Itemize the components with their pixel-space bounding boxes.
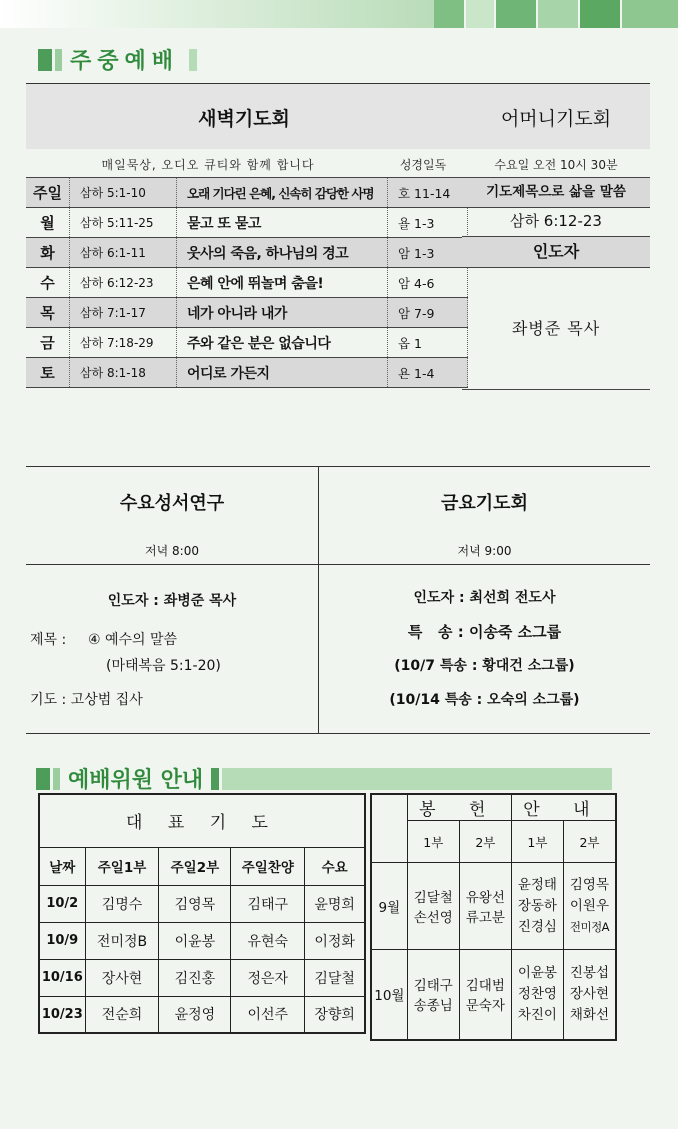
bible-cell: 암 7-9 [388,298,468,328]
table-row [26,268,468,298]
header-date: 날짜 [39,847,85,885]
header-wed: 수요 [305,847,365,885]
rep-prayer-table [38,793,366,1034]
leader-name: 좌병준 목사 [462,268,650,390]
offering-heading: 봉 헌 [407,794,511,821]
day-cell: 목 [26,298,70,328]
ref-cell: 삼하 6:1-11 [70,238,177,268]
month-header-blank [371,794,407,863]
guide-1bu: 1부 [511,821,563,863]
name-line: 전미정A [569,919,610,934]
guide-2bu: 2부 [563,821,616,863]
bible-cell: 호 11-14 [388,178,468,208]
name-line: 손선영 [413,910,453,926]
guide-1bu-cell [511,863,563,950]
name-cell: 유현숙 [231,922,305,959]
ref-cell: 삼하 5:11-25 [70,208,177,238]
bible-cell: 암 1-3 [388,238,468,268]
name-cell: 이정화 [305,922,365,959]
title-cell: 묻고 또 묻고 [177,208,388,238]
name-cell: 윤정영 [159,996,231,1033]
title-cell: 어디로 가든지 [177,358,388,388]
date-cell: 10/9 [39,922,85,959]
name-line: 정찬영 [517,985,557,1002]
leader-label: 인도자 [462,237,650,268]
table-row [26,298,468,328]
table-row [371,821,616,863]
table-row [26,328,468,358]
day-cell: 월 [26,208,70,238]
wed-study-title: 수요성서연구 [119,493,225,514]
offering-1bu: 1부 [407,821,459,863]
name-line: 장동하 [517,897,557,914]
name-line: 이원우 [569,897,610,914]
name-line: 장사현 [569,985,610,1002]
top-decorative-bar [0,0,678,28]
committee-title-text: 예배위원 안내 [68,768,204,793]
name-cell: 장사현 [85,959,159,996]
offering-1bu-cell [407,863,459,950]
header-sun1: 주일1부 [85,847,159,885]
table-row [39,794,365,847]
bible-cell: 욜 1-3 [388,208,468,238]
day-cell: 화 [26,238,70,268]
wed-study-time: 저녁 8:00 [145,544,199,558]
offering-2bu-cell [459,950,511,1040]
fri-special: 특 송 : 이송죽 소그룹 [407,623,562,641]
name-cell: 김태구 [231,885,305,922]
fri-leader: 인도자 : 최선희 전도사 [413,590,556,606]
devotion-note: 매일묵상, 오디오 큐티와 함께 합니다 [101,158,315,172]
name-cell: 전순희 [85,996,159,1033]
table-row [26,358,468,388]
name-line: 송종님 [413,998,453,1015]
table-row [39,847,365,885]
bible-reading-label: 성경일독 [399,158,447,172]
table-row [371,863,616,950]
title-cell: 오래 기다린 은혜, 신속히 감당한 사명 [177,178,388,208]
name-line: 이윤봉 [517,964,557,981]
weekly-section-title [38,44,197,75]
bible-cell: 암 4-6 [388,268,468,298]
table-row [26,208,468,238]
name-line: 차진이 [517,1006,557,1023]
mothers-ref: 삼하 6:12-23 [462,207,650,237]
offering-2bu-cell [459,863,511,950]
table-row [39,959,365,996]
day-cell: 수 [26,268,70,298]
name-cell: 이윤봉 [159,922,231,959]
name-cell: 장향희 [305,996,365,1033]
ref-cell: 삼하 5:1-10 [70,178,177,208]
offering-1bu-cell [407,950,459,1040]
bible-cell: 욘 1-4 [388,358,468,388]
guide-2bu-cell [563,863,616,950]
name-line: 윤정태 [517,876,557,893]
table-row [26,238,468,268]
fri-prayer-time: 저녁 9:00 [457,544,512,558]
name-line: 김태구 [413,978,453,995]
mothers-prayer-heading: 어머니기도회 [500,108,612,130]
name-cell: 이선주 [231,996,305,1033]
header-praise: 주일찬양 [231,847,305,885]
title-cell: 주와 같은 분은 없습니다 [177,328,388,358]
title-cell: 은혜 안에 뛰놀며 춤을! [177,268,388,298]
name-line: 진봉섭 [569,964,610,981]
name-line: 김달철 [413,890,453,906]
name-line: 김대범 [465,978,505,995]
table-row [371,950,616,1040]
rep-prayer-heading: 대 표 기 도 [39,794,365,847]
wed-topic: ④ 예수의 말씀 [88,632,178,648]
offering-guide-table [370,793,617,1041]
guide-heading: 안 내 [511,794,616,821]
title-cell: 네가 아니라 내가 [177,298,388,328]
fri-special-1014: (10/14 특송 : 오숙의 소그룹) [389,692,580,708]
dawn-prayer-heading: 새벽기도회 [198,108,290,130]
bible-cell: 옵 1 [388,328,468,358]
date-cell: 10/2 [39,885,85,922]
name-line: 류고분 [465,910,505,926]
table-row [39,922,365,959]
ref-cell: 삼하 8:1-18 [70,358,177,388]
guide-1bu-cell [511,950,563,1040]
table-row [39,996,365,1033]
weekly-title-text: 주중예배 [70,49,180,74]
month-cell: 9월 [371,863,407,950]
name-line: 진경심 [517,918,557,935]
wed-study-leader: 인도자 : 좌병준 목사 [107,593,237,609]
wed-topic-ref: (마태복음 5:1-20) [106,658,221,674]
wed-prayer: 기도 : 고상범 집사 [30,692,143,708]
day-cell: 주일 [26,178,70,208]
title-cell: 웃사의 죽음, 하나님의 경고 [177,238,388,268]
month-cell: 10월 [371,950,407,1040]
name-cell: 정은자 [231,959,305,996]
weekly-schedule-table [26,177,468,388]
name-cell: 김진홍 [159,959,231,996]
fri-special-1007: (10/7 특송 : 황대건 소그룹) [394,658,575,674]
name-line: 김영목 [569,876,610,893]
ref-cell: 삼하 7:1-17 [70,298,177,328]
header-sun2: 주일2부 [159,847,231,885]
mothers-topic: 기도제목으로 삶을 말씀 [462,177,650,208]
guide-2bu-cell [563,950,616,1040]
date-cell: 10/23 [39,996,85,1033]
day-cell: 금 [26,328,70,358]
mothers-time: 수요일 오전 10시 30분 [494,158,618,172]
name-line: 유왕선 [465,890,505,906]
offering-2bu: 2부 [459,821,511,863]
name-cell: 윤명희 [305,885,365,922]
name-line: 채화선 [569,1006,610,1023]
table-row [26,178,468,208]
table-row [39,885,365,922]
name-line: 문숙자 [465,998,505,1015]
name-cell: 전미정B [85,922,159,959]
ref-cell: 삼하 6:12-23 [70,268,177,298]
midweek-services-box [26,466,650,734]
committee-section-title [36,763,612,794]
wed-topic-label: 제목 : [30,632,67,648]
name-cell: 김명수 [85,885,159,922]
fri-prayer-title: 금요기도회 [441,493,528,514]
date-cell: 10/16 [39,959,85,996]
ref-cell: 삼하 7:18-29 [70,328,177,358]
table-row [371,794,616,821]
name-cell: 김영목 [159,885,231,922]
day-cell: 토 [26,358,70,388]
name-cell: 김달철 [305,959,365,996]
